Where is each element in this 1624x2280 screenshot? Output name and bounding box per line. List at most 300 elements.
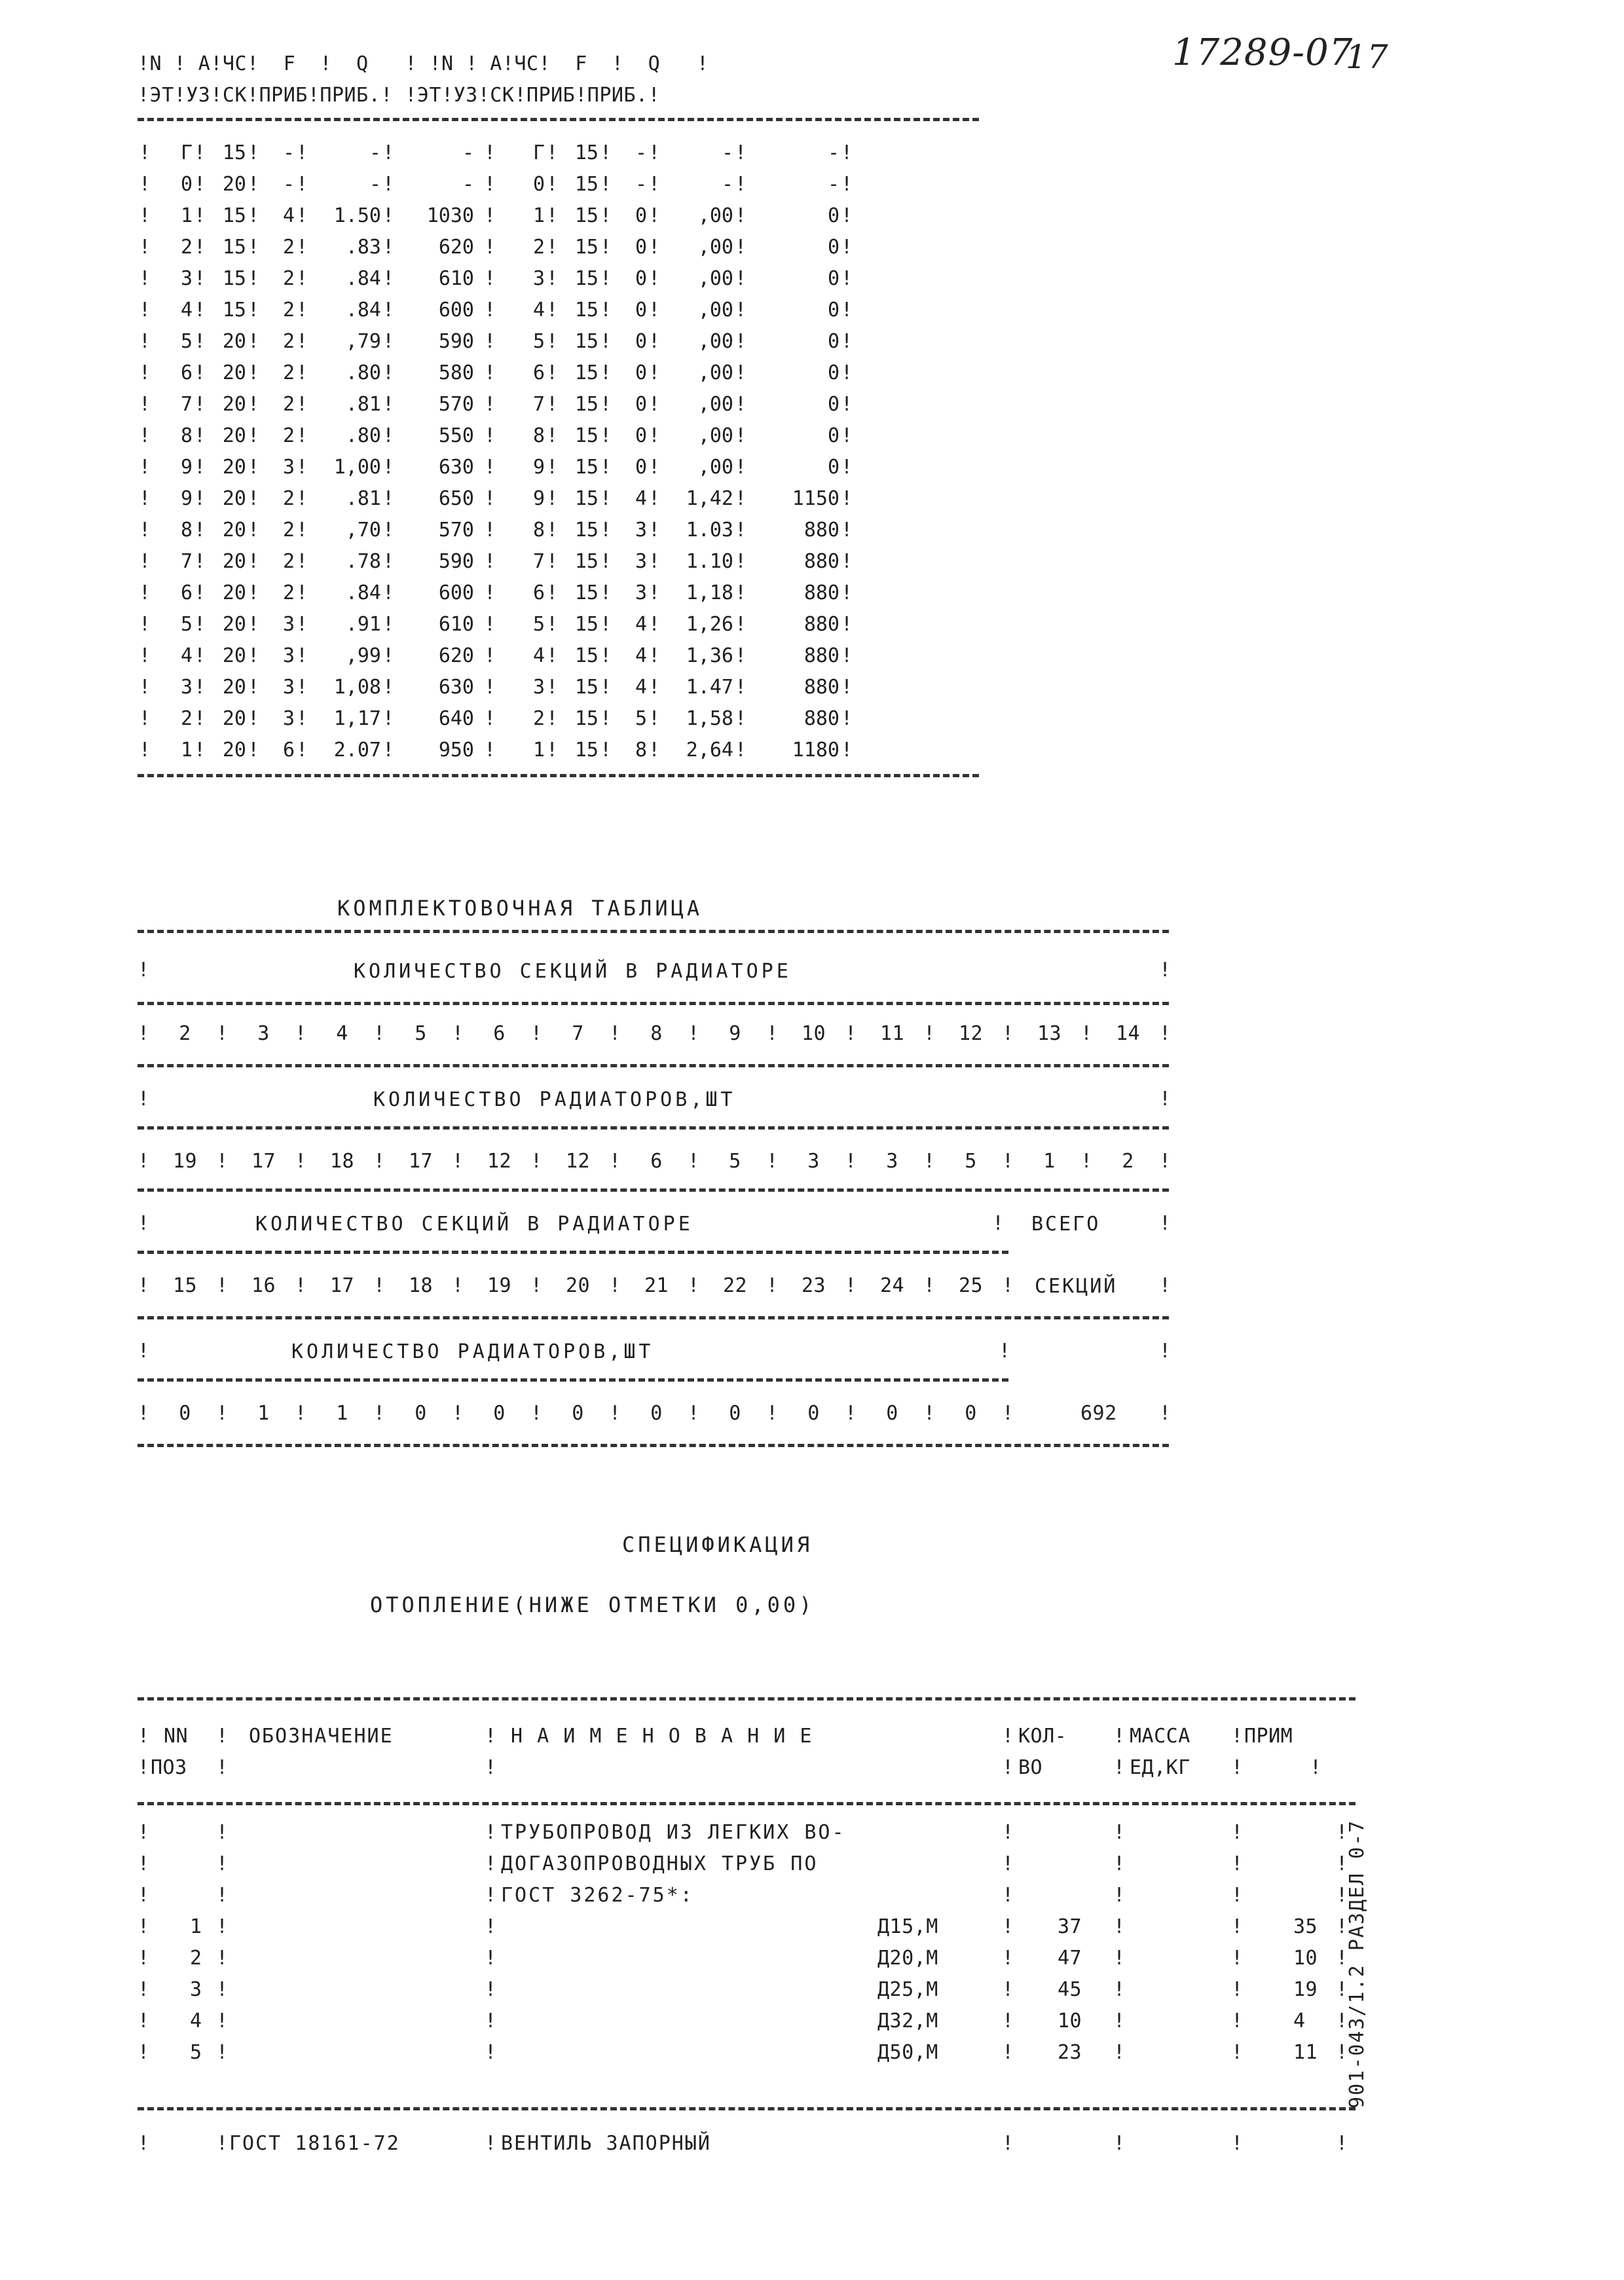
kit-cell: 3 (886, 1150, 898, 1173)
table-cell: 5 (635, 707, 647, 730)
table-border: ! (193, 613, 206, 636)
table-border: ! (734, 581, 747, 604)
table-border: ! (138, 361, 151, 384)
spec-header-border: ! (138, 1725, 150, 1748)
table-border: ! (599, 236, 612, 259)
table-border: ! (247, 393, 260, 416)
table-border: ! (1002, 1022, 1014, 1045)
table-border: ! (485, 1915, 497, 1938)
table-border: ! (545, 330, 559, 353)
table-border: ! (1113, 2041, 1126, 2064)
table-cell: 1 (532, 739, 545, 762)
table-border: ! (840, 456, 853, 479)
table-border: ! (545, 456, 559, 479)
kit-row5-border: ! (138, 1212, 150, 1235)
table-border: ! (452, 1274, 464, 1297)
kit-cell: 2 (179, 1022, 191, 1045)
table-border: ! (648, 519, 661, 542)
table-cell: 15 (574, 519, 599, 542)
table-border: ! (382, 299, 395, 322)
table-border: ! (247, 173, 260, 196)
table-border: ! (545, 424, 559, 447)
table-border: ! (599, 204, 612, 227)
kit-cell: 10 (801, 1022, 826, 1045)
spec-last-border: ! (1113, 2132, 1126, 2155)
table-cell: 15 (222, 267, 246, 290)
table-cell: 20 (222, 330, 246, 353)
table-border: ! (648, 424, 661, 447)
table-border: ! (734, 361, 747, 384)
table-cell: 3 (635, 550, 647, 573)
table-cell: 880 (803, 676, 840, 699)
table-cell: 6 (532, 361, 545, 384)
table-border: ! (483, 330, 496, 353)
table-border: ! (295, 361, 308, 384)
table-border: ! (688, 1022, 700, 1045)
table-border: ! (1113, 1978, 1126, 2001)
table-border: ! (138, 2041, 150, 2064)
spec-last-name: ВЕНТИЛЬ ЗАПОРНЫЙ (501, 2132, 711, 2155)
top-table-header-line1: !N ! А!ЧС! F ! Q ! !N ! А!ЧС! F ! Q ! (138, 52, 709, 75)
table-cell: 7 (532, 550, 545, 573)
table-border: ! (1336, 1884, 1348, 1907)
table-border: ! (648, 707, 661, 730)
table-row (138, 420, 854, 452)
table-cell: 5 (180, 330, 193, 353)
table-row (138, 138, 854, 169)
table-border: ! (216, 1852, 229, 1875)
table-cell: - (827, 173, 840, 196)
table-cell: 20 (222, 550, 246, 573)
table-cell: 8 (635, 739, 647, 762)
table-border: ! (845, 1150, 857, 1173)
table-cell: 600 (438, 581, 474, 604)
table-border: ! (295, 330, 308, 353)
table-border: ! (216, 1947, 229, 1970)
table-border: ! (193, 707, 206, 730)
table-row (138, 358, 854, 389)
table-border: ! (452, 1150, 464, 1173)
table-border: ! (483, 739, 496, 762)
table-border: ! (483, 424, 496, 447)
spec-header-border: ! (1310, 1756, 1322, 1779)
table-cell: 1 (180, 204, 193, 227)
kit-cell: 17 (251, 1150, 276, 1173)
handwritten-page-number: 17 (1346, 38, 1389, 76)
table-border: ! (530, 1150, 543, 1173)
table-border: ! (648, 267, 661, 290)
table-cell: 0 (827, 299, 840, 322)
table-border: ! (840, 173, 853, 196)
table-border: ! (845, 1274, 857, 1297)
table-border: ! (923, 1022, 936, 1045)
table-cell: 2 (282, 581, 295, 604)
table-border: ! (840, 330, 853, 353)
table-cell: 1.10 (686, 550, 733, 573)
table-row (138, 263, 854, 295)
table-cell: 20 (222, 676, 246, 699)
table-border: ! (485, 1947, 497, 1970)
table-row (138, 640, 854, 672)
kit-row5-border: ! (992, 1212, 1005, 1235)
table-cell: 2 (282, 299, 295, 322)
table-cell: 0 (827, 456, 840, 479)
table-border: ! (138, 581, 151, 604)
table-cell: .81 (345, 487, 381, 510)
table-cell: 1 (180, 739, 193, 762)
table-border: ! (193, 519, 206, 542)
table-cell: 2 (282, 361, 295, 384)
spec-header-pos2: ПОЗ (151, 1756, 187, 1779)
table-border: ! (599, 173, 612, 196)
table-cell: 20 (222, 487, 246, 510)
table-border: ! (1002, 2010, 1014, 2032)
table-cell: 4 (635, 613, 647, 636)
table-border: ! (734, 141, 747, 164)
table-border: ! (1113, 1947, 1126, 1970)
table-cell: 2 (180, 707, 193, 730)
spec-name: Д50,М (877, 2041, 938, 2064)
table-border: ! (216, 1402, 229, 1425)
table-border: ! (247, 141, 260, 164)
table-border: ! (138, 1978, 150, 2001)
table-cell: 550 (438, 424, 474, 447)
table-cell: 1.47 (686, 676, 733, 699)
table-border: ! (545, 267, 559, 290)
table-cell: 590 (438, 330, 474, 353)
spec-name: Д32,М (877, 2010, 938, 2032)
kit-cell: 15 (172, 1274, 198, 1297)
table-border: ! (295, 1022, 307, 1045)
spec-header-border: ! (216, 1725, 229, 1748)
table-border: ! (382, 581, 395, 604)
table-cell: 0 (827, 424, 840, 447)
spec-qty: 10 (1058, 2010, 1082, 2032)
table-cell: 15 (574, 330, 599, 353)
kit-row1-label: КОЛИЧЕСТВО СЕКЦИЙ В РАДИАТОРЕ (354, 960, 792, 983)
kit-cell: 16 (251, 1274, 276, 1297)
table-cell: 6 (180, 361, 193, 384)
table-cell: 15 (222, 204, 246, 227)
table-border: ! (247, 424, 260, 447)
table-border: ! (734, 739, 747, 762)
kit-cell: 14 (1115, 1022, 1141, 1045)
table-border: ! (1231, 2010, 1244, 2032)
kit-cell: 13 (1037, 1022, 1062, 1045)
table-border: ! (648, 204, 661, 227)
table-border: ! (138, 456, 151, 479)
table-cell: .78 (345, 550, 381, 573)
kit-cell: 6 (650, 1150, 663, 1173)
table-border: ! (648, 393, 661, 416)
table-cell: 9 (180, 456, 193, 479)
spec-name: Д20,М (877, 1947, 938, 1970)
kit-cell: 24 (879, 1274, 905, 1297)
kit-row3-border: ! (1159, 1088, 1172, 1111)
table-border: ! (193, 456, 206, 479)
table-cell: 8 (180, 424, 193, 447)
rule (138, 1064, 1169, 1067)
kit-cell: 0 (415, 1402, 427, 1425)
table-cell: 2 (282, 550, 295, 573)
table-row (138, 483, 854, 515)
table-border: ! (295, 236, 308, 259)
table-cell: 20 (222, 361, 246, 384)
table-border: ! (766, 1150, 779, 1173)
table-border: ! (193, 361, 206, 384)
spec-header-border: ! (1231, 1725, 1244, 1748)
kit-cell: 18 (408, 1274, 434, 1297)
table-cell: 950 (438, 739, 474, 762)
table-cell: 15 (574, 141, 599, 164)
table-cell: ,00 (697, 361, 733, 384)
table-border: ! (1336, 1821, 1348, 1844)
kit-cell: 5 (415, 1022, 427, 1045)
table-border: ! (1002, 1852, 1014, 1875)
table-border: ! (247, 739, 260, 762)
table-border: ! (545, 393, 559, 416)
table-cell: 15 (574, 236, 599, 259)
kit-cell: 3 (257, 1022, 270, 1045)
table-cell: ,00 (697, 393, 733, 416)
table-border: ! (840, 676, 853, 699)
table-border: ! (485, 1821, 497, 1844)
table-border: ! (840, 550, 853, 573)
table-cell: 570 (438, 393, 474, 416)
table-row (138, 735, 854, 766)
table-cell: 2 (532, 707, 545, 730)
kit-cell: 12 (565, 1150, 591, 1173)
table-cell: 6 (282, 739, 295, 762)
table-border: ! (382, 267, 395, 290)
kit-cell: 19 (487, 1274, 512, 1297)
table-border: ! (840, 361, 853, 384)
kit-cell: 0 (493, 1402, 506, 1425)
table-border: ! (373, 1402, 386, 1425)
kit-row5-label: КОЛИЧЕСТВО СЕКЦИЙ В РАДИАТОРЕ (255, 1213, 693, 1236)
spec-qty: 45 (1058, 1978, 1082, 2001)
table-border: ! (1231, 1947, 1244, 1970)
kit-cell: 0 (886, 1402, 898, 1425)
table-border: ! (193, 393, 206, 416)
table-row (138, 232, 854, 263)
table-border: ! (295, 393, 308, 416)
table-border: ! (840, 739, 853, 762)
table-border: ! (648, 361, 661, 384)
table-border: ! (216, 2010, 229, 2032)
table-cell: 3 (180, 676, 193, 699)
table-border: ! (382, 361, 395, 384)
table-border: ! (734, 173, 747, 196)
table-cell: ,00 (697, 236, 733, 259)
table-border: ! (840, 613, 853, 636)
rule (138, 118, 979, 121)
table-border: ! (485, 1884, 497, 1907)
kit-total: 692 (1080, 1402, 1117, 1425)
table-border: ! (483, 141, 496, 164)
table-border: ! (216, 1022, 229, 1045)
table-border: ! (1002, 1821, 1014, 1844)
table-border: ! (1231, 1915, 1244, 1938)
table-cell: 4 (532, 299, 545, 322)
table-cell: 15 (574, 456, 599, 479)
spec-last-border: ! (1336, 2132, 1348, 2155)
table-cell: 15 (574, 644, 599, 667)
table-border: ! (483, 173, 496, 196)
spec-header-border: ! (1113, 1725, 1126, 1748)
table-border: ! (485, 1978, 497, 2001)
spec-name: Д25,М (877, 1978, 938, 2001)
kit-cell: 1 (1043, 1150, 1056, 1173)
table-border: ! (452, 1022, 464, 1045)
table-border: ! (247, 581, 260, 604)
table-cell: 580 (438, 361, 474, 384)
table-cell: 1,42 (686, 487, 733, 510)
table-border: ! (599, 330, 612, 353)
table-border: ! (734, 330, 747, 353)
table-border: ! (247, 550, 260, 573)
table-border: ! (193, 487, 206, 510)
table-cell: - (369, 141, 381, 164)
table-cell: 4 (532, 644, 545, 667)
table-cell: 880 (803, 613, 840, 636)
table-cell: .84 (345, 299, 381, 322)
spec-header-mass: МАССА (1130, 1725, 1190, 1748)
table-border: ! (295, 519, 308, 542)
table-border: ! (599, 707, 612, 730)
table-cell: 15 (574, 581, 599, 604)
table-cell: 4 (180, 299, 193, 322)
table-border: ! (193, 581, 206, 604)
table-cell: 20 (222, 393, 246, 416)
table-cell: 620 (438, 236, 474, 259)
table-cell: 1,58 (686, 707, 733, 730)
table-border: ! (485, 2041, 497, 2064)
table-border: ! (382, 613, 395, 636)
kit-cell: 3 (807, 1150, 820, 1173)
table-border: ! (688, 1402, 700, 1425)
table-cell: 15 (574, 550, 599, 573)
table-cell: .91 (345, 613, 381, 636)
table-cell: 6 (532, 581, 545, 604)
table-border: ! (688, 1150, 700, 1173)
table-cell: - (827, 141, 840, 164)
table-border: ! (1159, 1150, 1172, 1173)
table-row (138, 295, 854, 326)
table-row (138, 200, 854, 232)
table-cell: 8 (180, 519, 193, 542)
table-border: ! (193, 330, 206, 353)
table-cell: - (462, 141, 474, 164)
table-cell: 9 (532, 487, 545, 510)
table-border: ! (295, 1402, 307, 1425)
table-cell: - (369, 173, 381, 196)
kit-row7-border: ! (1159, 1340, 1172, 1363)
table-border: ! (138, 2010, 150, 2032)
kit-row7-label: КОЛИЧЕСТВО РАДИАТОРОВ,ШТ (291, 1340, 654, 1363)
table-border: ! (1002, 1884, 1014, 1907)
kit-cell: 0 (965, 1402, 977, 1425)
table-border: ! (545, 173, 559, 196)
table-cell: 3 (282, 456, 295, 479)
table-border: ! (1002, 1274, 1014, 1297)
table-border: ! (545, 613, 559, 636)
table-border: ! (373, 1274, 386, 1297)
spec-header-pos: NN (164, 1725, 189, 1748)
table-cell: 1030 (426, 204, 474, 227)
table-border: ! (648, 299, 661, 322)
kit-cell: 17 (408, 1150, 434, 1173)
table-border: ! (216, 1821, 229, 1844)
table-border: ! (530, 1274, 543, 1297)
table-border: ! (138, 1915, 150, 1938)
table-border: ! (840, 707, 853, 730)
table-border: ! (382, 707, 395, 730)
spec-group-text: ДОГАЗОПРОВОДНЫХ ТРУБ ПО (501, 1852, 819, 1875)
table-border: ! (193, 299, 206, 322)
table-cell: 20 (222, 707, 246, 730)
table-cell: 1.03 (686, 519, 733, 542)
table-cell: 2 (282, 236, 295, 259)
table-cell: 15 (574, 487, 599, 510)
table-border: ! (734, 236, 747, 259)
table-cell: 3 (282, 676, 295, 699)
table-cell: .84 (345, 267, 381, 290)
spec-pos: 3 (190, 1978, 202, 2001)
spec-last-border: ! (1002, 2132, 1014, 2155)
table-row (138, 578, 854, 609)
table-cell: 9 (532, 456, 545, 479)
table-cell: 600 (438, 299, 474, 322)
table-cell: 0 (532, 173, 545, 196)
table-cell: Г (180, 141, 193, 164)
table-border: ! (1002, 1978, 1014, 2001)
table-border: ! (845, 1022, 857, 1045)
table-border: ! (483, 299, 496, 322)
table-border: ! (545, 487, 559, 510)
table-border: ! (138, 424, 151, 447)
table-cell: 640 (438, 707, 474, 730)
table-row (138, 609, 854, 640)
table-border: ! (648, 581, 661, 604)
table-cell: 3 (282, 644, 295, 667)
table-border: ! (138, 613, 151, 636)
table-cell: 0 (827, 361, 840, 384)
table-border: ! (295, 676, 308, 699)
table-border: ! (766, 1402, 779, 1425)
spec-note: 10 (1293, 1947, 1318, 1970)
kit-cell: 17 (329, 1274, 355, 1297)
table-cell: - (462, 173, 474, 196)
table-border: ! (840, 519, 853, 542)
table-border: ! (840, 141, 853, 164)
table-cell: 2 (282, 330, 295, 353)
table-border: ! (599, 393, 612, 416)
table-border: ! (688, 1274, 700, 1297)
table-cell: 4 (635, 644, 647, 667)
table-border: ! (599, 361, 612, 384)
kit-cell: 19 (172, 1150, 198, 1173)
table-row (138, 389, 854, 420)
rule (138, 1316, 1169, 1319)
table-border: ! (1080, 1150, 1093, 1173)
rule (138, 1444, 1169, 1447)
table-cell: 650 (438, 487, 474, 510)
table-border: ! (216, 1915, 229, 1938)
table-cell: 2 (282, 424, 295, 447)
table-border: ! (382, 173, 395, 196)
table-border: ! (648, 141, 661, 164)
